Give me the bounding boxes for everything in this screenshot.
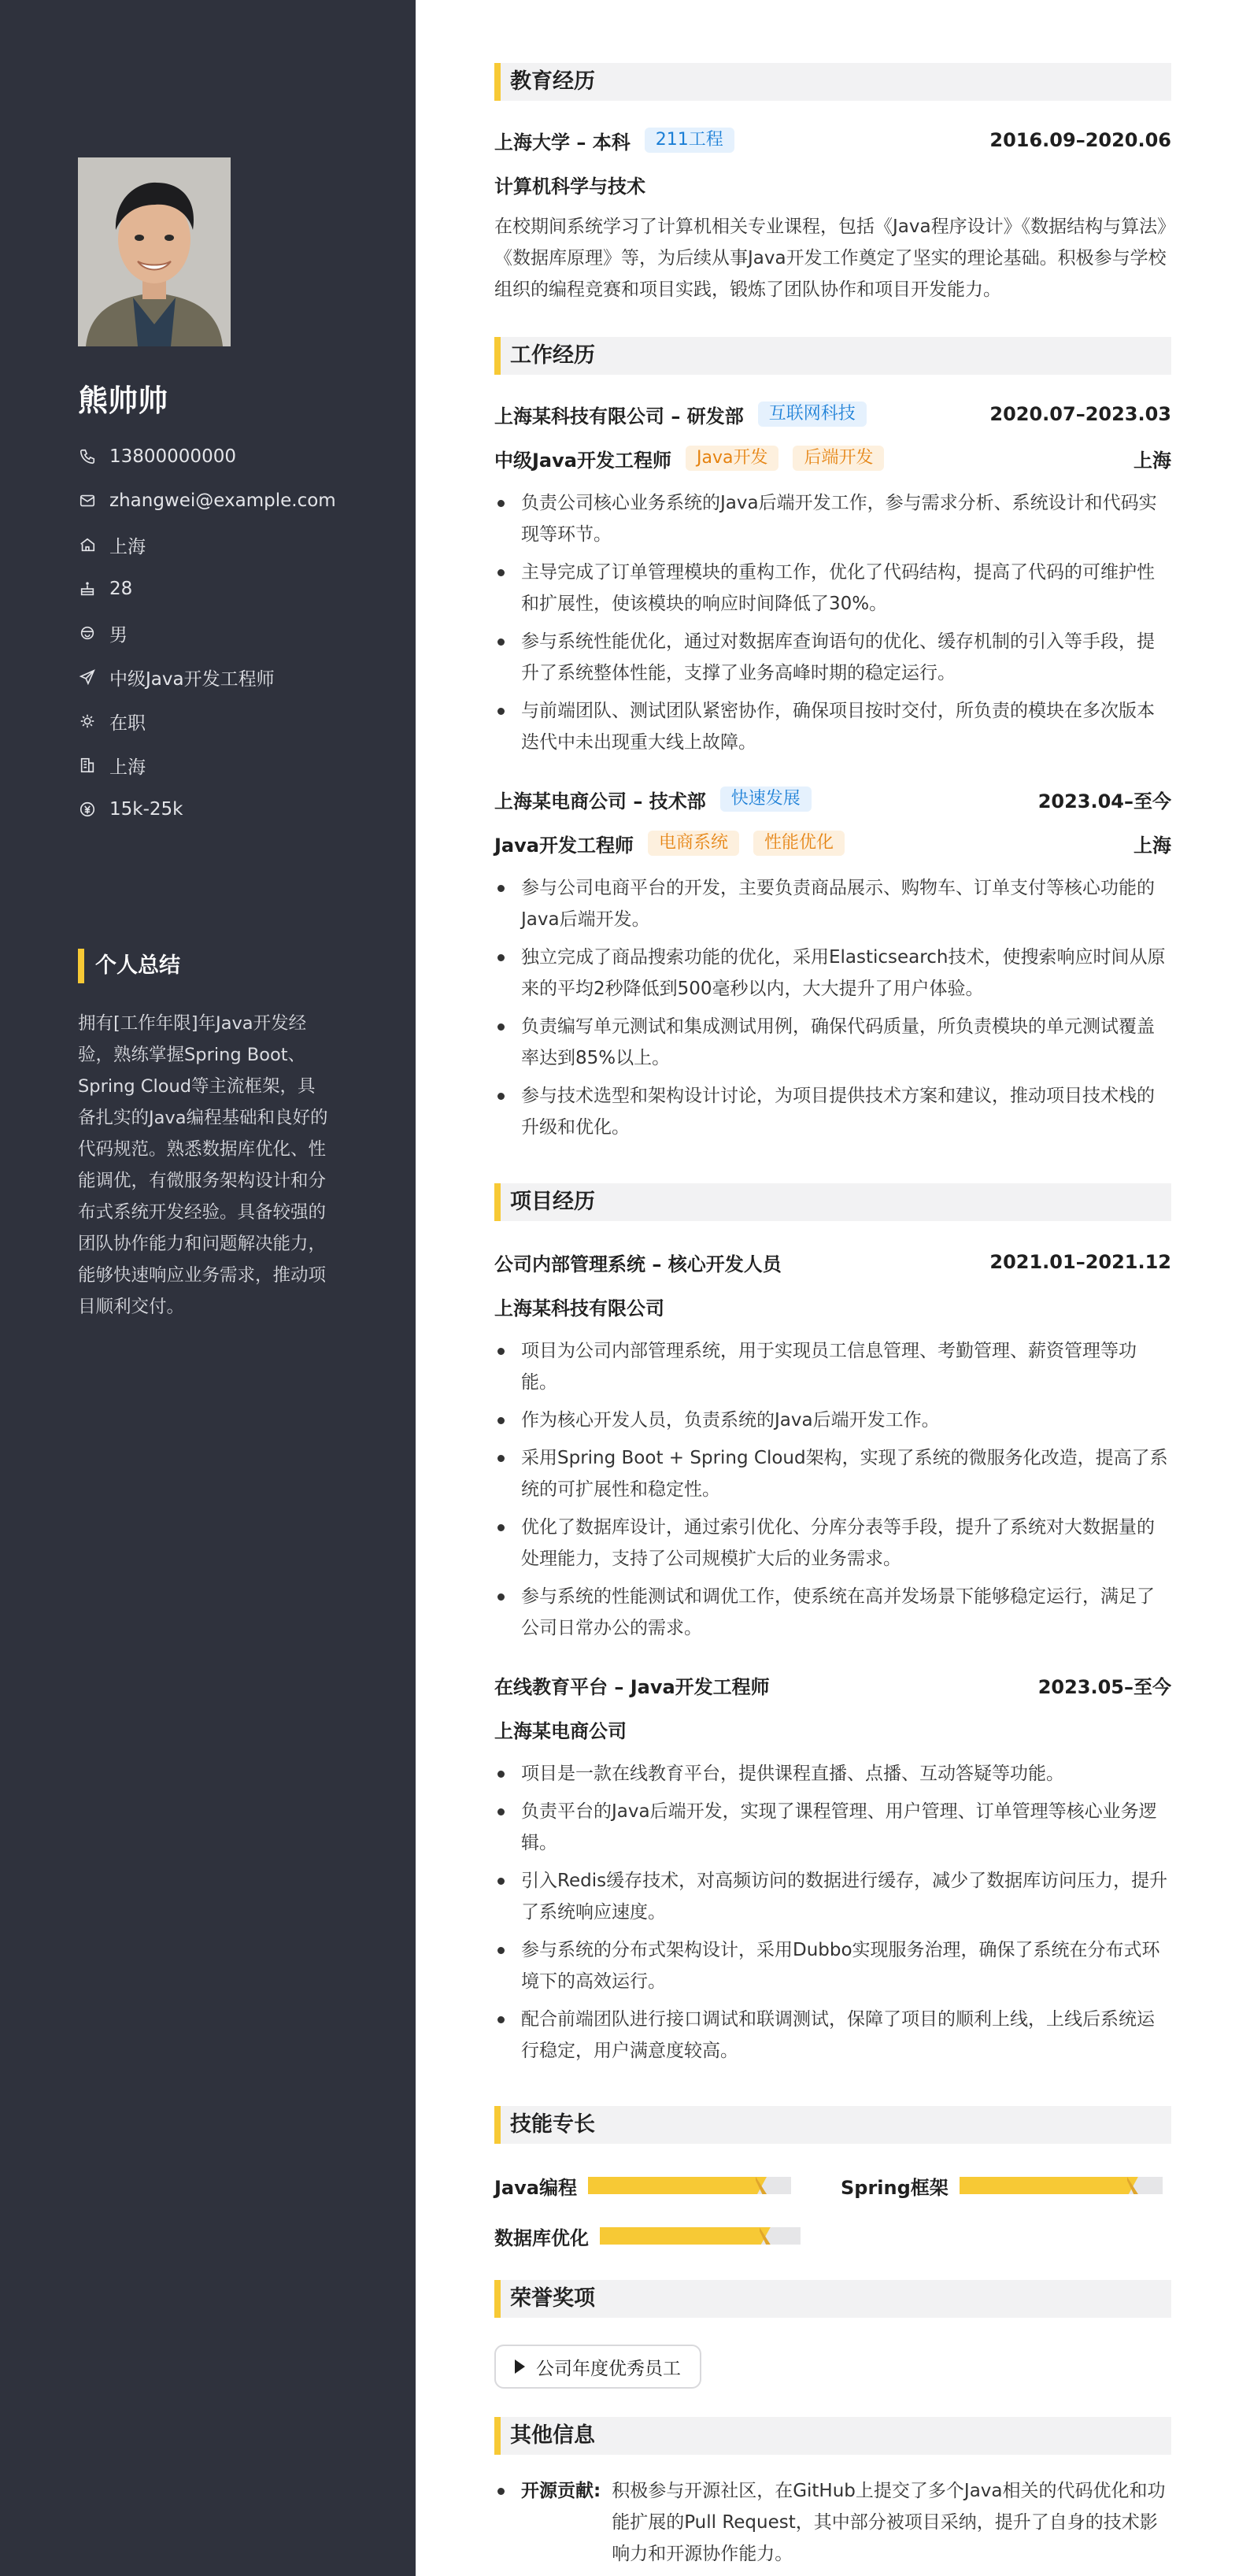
- list-item: 负责公司核心业务系统的Java后端开发工作，参与需求分析、系统设计和代码实现等环节。: [494, 487, 1171, 550]
- mail-icon: [78, 491, 97, 510]
- list-item: 项目是一款在线教育平台，提供课程直播、点播、互动答疑等功能。: [494, 1758, 1171, 1790]
- list-item: 采用Spring Boot + Spring Cloud架构，实现了系统的微服务化改造，提高了系统的可扩展性和稳定性。: [494, 1442, 1171, 1505]
- school-tag: 211工程: [645, 128, 734, 153]
- contact-city: [78, 523, 336, 567]
- job-position-row: [494, 827, 1171, 859]
- section-heading-work: 工作经历: [494, 337, 1171, 375]
- phone-icon: [78, 447, 97, 466]
- summary-text: 拥有[工作年限]年Java开发经验，熟练掌握Spring Boot、Spring Cloud等主流框架，具备扎实的Java编程基础和良好的代码规范。熟悉数据库优化、性能调优，有微服务架构设计和分布式系统开发经验。具备较强的团队协作能力和问题解决能力，能够快速响应业务需求，推动项目顺利交付。: [78, 1013, 328, 1317]
- education-period: 2016.09–2020.06: [989, 129, 1171, 151]
- job-company-row: [494, 398, 1171, 430]
- summary-heading: 个人总结: [78, 949, 180, 983]
- project-name: 公司内部管理系统 – 核心开发人员: [494, 1253, 782, 1275]
- list-item: 与前端团队、测试团队紧密协作，确保项目按时交付，所负责的模块在多次版本迭代中未出现重大线上故障。: [494, 695, 1171, 758]
- project-org-row: [494, 1713, 1171, 1745]
- section-heading-projects: 项目经历: [494, 1183, 1171, 1221]
- project-period: 2023.05–至今: [1037, 1675, 1171, 1698]
- list-item: 参与系统的分布式架构设计，采用Dubbo实现服务治理，确保了系统在分布式环境下的高效运行。: [494, 1934, 1171, 1997]
- status-icon: [78, 712, 97, 731]
- section-heading-education: 教育经历: [494, 63, 1171, 101]
- skill-item: [494, 2220, 801, 2252]
- section-heading-awards: 荣誉奖项: [494, 2280, 1171, 2318]
- job-position-row: [494, 442, 1171, 474]
- profile-photo: [78, 157, 231, 346]
- project-org-row: [494, 1290, 1171, 1322]
- contact-status: [78, 699, 336, 743]
- skill-name: 数据库优化: [494, 2226, 589, 2249]
- job-location: 上海: [1134, 834, 1171, 857]
- project-name: 在线教育平台 – Java开发工程师: [494, 1675, 770, 1698]
- job-company: 上海某电商公司 – 技术部: [494, 790, 706, 812]
- job-tag: 性能优化: [753, 831, 845, 856]
- contact-value: 中级Java开发工程师: [109, 668, 275, 690]
- contact-salary: [78, 787, 336, 831]
- skill-bar: [960, 2177, 1163, 2194]
- skill-bar: [588, 2177, 791, 2194]
- project-period: 2021.01–2021.12: [989, 1251, 1171, 1273]
- contact-value: 上海: [109, 757, 146, 778]
- send-icon: [78, 668, 97, 687]
- skill-fill: [588, 2177, 767, 2194]
- job-period: 2020.07–2023.03: [989, 403, 1171, 425]
- building-icon: [78, 756, 97, 775]
- other-list: [494, 2475, 1171, 2570]
- section-heading-other: 其他信息: [494, 2417, 1171, 2455]
- job-company: 上海某科技有限公司 – 研发部: [494, 405, 744, 427]
- candidate-name: 熊帅帅: [78, 383, 168, 418]
- sidebar: [0, 0, 416, 2576]
- contact-age: [78, 567, 336, 611]
- job-company-tag: 互联网科技: [758, 402, 867, 427]
- list-item: 优化了数据库设计，通过索引优化、分库分表等手段，提升了系统对大数据量的处理能力，支持了公司规模扩大后的业务需求。: [494, 1512, 1171, 1575]
- list-item: [494, 2475, 1171, 2570]
- other-label: 开源贡献:: [521, 2481, 601, 2501]
- skill-bar: [600, 2227, 801, 2245]
- job-bullets: [494, 487, 1171, 764]
- contact-value: 上海: [109, 536, 146, 557]
- list-item: 参与系统的性能测试和调优工作，使系统在高并发场景下能够稳定运行，满足了公司日常办公的需求。: [494, 1581, 1171, 1644]
- education-description: 在校期间系统学习了计算机相关专业课程，包括《Java程序设计》《数据结构与算法》《数据库原理》等，为后续从事Java开发工作奠定了坚实的理论基础。积极参与学校组织的编程竞赛和项目实践，锻炼了团队协作和项目开发能力。: [494, 217, 1167, 300]
- award-chip[interactable]: [494, 2345, 701, 2389]
- project-org: 上海某电商公司: [494, 1719, 627, 1742]
- major: 计算机科学与技术: [494, 175, 645, 198]
- contact-gender: [78, 611, 336, 655]
- contact-email: [78, 479, 336, 523]
- list-item: 负责平台的Java后端开发，实现了课程管理、用户管理、订单管理等核心业务逻辑。: [494, 1796, 1171, 1859]
- list-item: 作为核心开发人员，负责系统的Java后端开发工作。: [494, 1405, 1171, 1436]
- job-tag: 电商系统: [648, 831, 739, 856]
- cake-icon: [78, 579, 97, 598]
- award-label: 公司年度优秀员工: [536, 2358, 681, 2379]
- project-row: [494, 1669, 1171, 1701]
- list-item: 引入Redis缓存技术，对高频访问的数据进行缓存，减少了数据库访问压力，提升了系统响应速度。: [494, 1865, 1171, 1928]
- job-period: 2023.04–至今: [1037, 790, 1171, 812]
- contact-value: 28: [109, 579, 133, 599]
- contact-value: 男: [109, 624, 128, 646]
- skill-fill: [600, 2227, 771, 2245]
- project-bullets: [494, 1758, 1171, 2073]
- avatar: [78, 157, 231, 346]
- project-org: 上海某科技有限公司: [494, 1297, 664, 1319]
- list-item: 负责编写单元测试和集成测试用例，确保代码质量，所负责模块的单元测试覆盖率达到85%以上。: [494, 1011, 1171, 1074]
- contact-position: [78, 655, 336, 699]
- list-item: 项目为公司内部管理系统，用于实现员工信息管理、考勤管理、薪资管理等功能。: [494, 1335, 1171, 1398]
- contact-value: zhangwei@example.com: [109, 490, 336, 511]
- list-item: 参与公司电商平台的开发，主要负责商品展示、购物车、订单支付等核心功能的Java后端开发。: [494, 872, 1171, 935]
- home-icon: [78, 535, 97, 554]
- job-tag: Java开发: [686, 446, 778, 471]
- list-item: 参与技术选型和架构设计讨论，为项目提供技术方案和建议，推动项目技术栈的升级和优化。: [494, 1080, 1171, 1143]
- other-text: 积极参与开源社区，在GitHub上提交了多个Java相关的代码优化和功能扩展的Pull Request，其中部分被项目采纳，提升了自身的技术影响力和开源协作能力。: [612, 2481, 1166, 2564]
- list-item: 参与系统性能优化，通过对数据库查询语句的优化、缓存机制的引入等手段，提升了系统整体性能，支撑了业务高峰时期的稳定运行。: [494, 626, 1171, 689]
- gender-icon: [78, 624, 97, 642]
- skill-name: Java编程: [494, 2176, 577, 2199]
- contact-value: 15k-25k: [109, 799, 183, 820]
- contact-phone: [78, 435, 336, 479]
- project-row: [494, 1246, 1171, 1278]
- play-icon: [515, 2359, 525, 2374]
- job-company-tag: 快速发展: [720, 786, 812, 812]
- job-position: Java开发工程师: [494, 834, 634, 857]
- skill-name: Spring框架: [841, 2176, 949, 2199]
- list-item: 配合前端团队进行接口调试和联调测试，保障了项目的顺利上线，上线后系统运行稳定，用户满意度较高。: [494, 2004, 1171, 2067]
- list-item: 独立完成了商品搜索功能的优化，采用Elasticsearch技术，使搜索响应时间从原来的平均2秒降低到500毫秒以内，大大提升了用户体验。: [494, 942, 1171, 1005]
- salary-icon: [78, 800, 97, 819]
- section-heading-skills: 技能专长: [494, 2106, 1171, 2144]
- skill-item: [841, 2170, 1163, 2201]
- skill-fill: [960, 2177, 1138, 2194]
- contact-list: [78, 435, 336, 831]
- education-row: [494, 124, 1171, 156]
- job-location: 上海: [1134, 449, 1171, 472]
- project-bullets: [494, 1335, 1171, 1650]
- list-item: 主导完成了订单管理模块的重构工作，优化了代码结构，提高了代码的可维护性和扩展性，使该模块的响应时间降低了30%。: [494, 557, 1171, 620]
- school-name: 上海大学 – 本科: [494, 131, 631, 154]
- job-bullets: [494, 872, 1171, 1149]
- contact-work-city: [78, 743, 336, 787]
- job-tag: 后端开发: [793, 446, 884, 471]
- skill-item: [494, 2170, 791, 2201]
- contact-value: 在职: [109, 712, 146, 734]
- job-position: 中级Java开发工程师: [494, 449, 671, 472]
- job-company-row: [494, 783, 1171, 815]
- contact-value: 13800000000: [109, 446, 236, 467]
- major-row: [494, 168, 1171, 200]
